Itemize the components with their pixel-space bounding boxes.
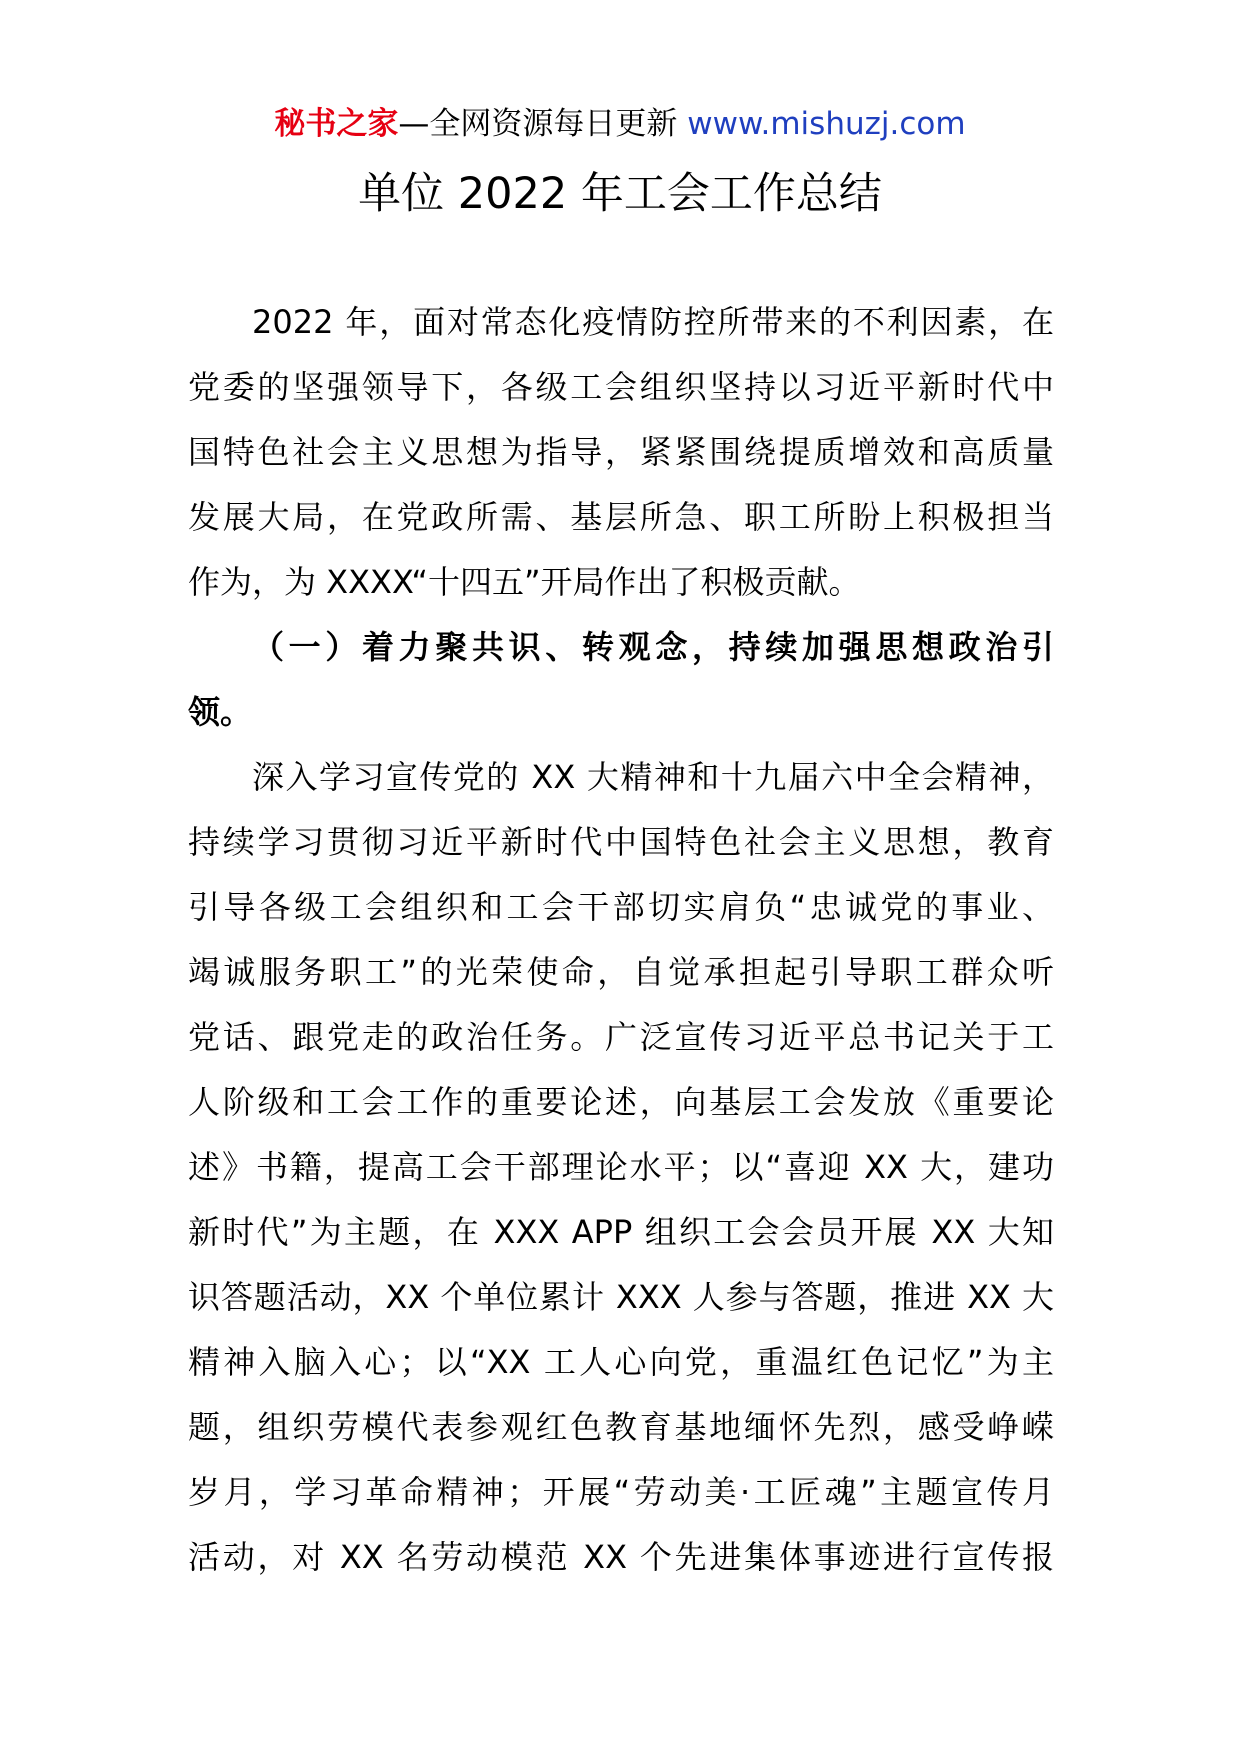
paragraph-line: 竭诚服务职工”的光荣使命，自觉承担起引导职工群众听 bbox=[188, 953, 1054, 991]
site-url-link[interactable]: www.mishuzj.com bbox=[687, 106, 966, 142]
paragraph-line: 深入学习宣传党的 XX 大精神和十九届六中全会精神， bbox=[252, 758, 1054, 796]
site-tagline: —全网资源每日更新 bbox=[398, 106, 688, 142]
paragraph-line: 国特色社会主义思想为指导，紧紧围绕提质增效和高质量 bbox=[188, 433, 1054, 471]
document-title: 单位 2022 年工会工作总结 bbox=[358, 169, 882, 219]
paragraph-line: 人阶级和工会工作的重要论述，向基层工会发放《重要论 bbox=[188, 1083, 1054, 1121]
paragraph-line: 党话、跟党走的政治任务。广泛宣传习近平总书记关于工 bbox=[188, 1018, 1054, 1056]
site-header bbox=[0, 100, 1240, 148]
site-brand: 秘书之家 bbox=[274, 106, 399, 142]
paragraph-line: 述》书籍，提高工会干部理论水平；以“喜迎 XX 大，建功 bbox=[188, 1148, 1054, 1186]
paragraph-line: 作为，为 XXXX“十四五”开局作出了积极贡献。 bbox=[188, 563, 861, 601]
paragraph-line: 2022 年，面对常态化疫情防控所带来的不利因素，在 bbox=[252, 303, 1054, 341]
section-heading-line: （一）着力聚共识、转观念，持续加强思想政治引 bbox=[252, 628, 1054, 666]
paragraph-line: 引导各级工会组织和工会干部切实肩负“忠诚党的事业、 bbox=[188, 888, 1054, 926]
section-heading-line: 领。 bbox=[188, 693, 253, 731]
paragraph-line: 新时代”为主题，在 XXX APP 组织工会会员开展 XX 大知 bbox=[188, 1213, 1054, 1251]
paragraph-line: 题，组织劳模代表参观红色教育基地缅怀先烈，感受峥嵘 bbox=[188, 1408, 1054, 1446]
paragraph-line: 精神入脑入心；以“XX 工人心向党，重温红色记忆”为主 bbox=[188, 1343, 1054, 1381]
paragraph-line: 发展大局，在党政所需、基层所急、职工所盼上积极担当 bbox=[188, 498, 1054, 536]
paragraph-line: 识答题活动，XX 个单位累计 XXX 人参与答题，推进 XX 大 bbox=[188, 1278, 1054, 1316]
paragraph-line: 党委的坚强领导下，各级工会组织坚持以习近平新时代中 bbox=[188, 368, 1054, 406]
paragraph-line: 岁月，学习革命精神；开展“劳动美·工匠魂”主题宣传月 bbox=[188, 1473, 1054, 1511]
paragraph-line: 持续学习贯彻习近平新时代中国特色社会主义思想，教育 bbox=[188, 823, 1054, 861]
document-body bbox=[188, 290, 1054, 1590]
paragraph-line: 活动，对 XX 名劳动模范 XX 个先进集体事迹进行宣传报 bbox=[188, 1538, 1054, 1576]
